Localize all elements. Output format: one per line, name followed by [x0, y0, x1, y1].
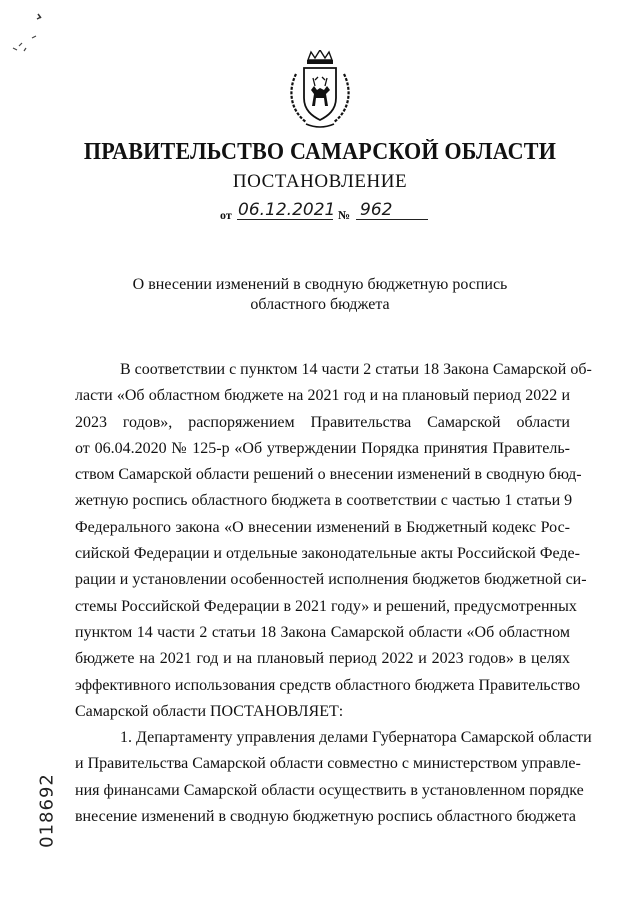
body-line: эффективного использования средств областного бюджета Правительство — [75, 676, 581, 694]
body-line: 2023 годов», распоряжением Правительства Самарской области — [75, 413, 570, 431]
body-line: сийской Федерации и отдельные законодательные акты Российской Феде- — [75, 545, 580, 563]
date-label: от — [220, 208, 232, 222]
scan-mark-icon — [8, 6, 48, 66]
body-line: Федерального закона «О внесении изменений в Бюджетный кодекс Рос- — [75, 518, 570, 536]
body-line: внесение изменений в сводную бюджетную роспись областного бюджета — [75, 808, 576, 826]
government-title: ПРАВИТЕЛЬСТВО САМАРСКОЙ ОБЛАСТИ — [83, 139, 557, 165]
body-line: бюджете на 2021 год и на плановый период 2022 и 2023 годов» в целях — [75, 650, 570, 668]
body-line: ласти «Об областном бюджете на 2021 год и на плановый период 2022 и — [75, 387, 570, 405]
document-body — [75, 357, 592, 830]
document-subject — [120, 275, 520, 315]
body-line: рации и установлении особенностей исполнения бюджетов бюджетной си- — [75, 571, 587, 589]
body-line: пунктом 14 части 2 статьи 18 Закона Самарской области «Об областном — [75, 623, 570, 641]
body-line: от 06.04.2020 № 125-р «Об утверждении Порядка принятия Правитель- — [75, 439, 570, 457]
subject-line: О внесении изменений в сводную бюджетную роспись — [132, 276, 508, 293]
body-line: Самарской области ПОСТАНОВЛЯЕТ: — [75, 702, 344, 720]
body-line: жетную роспись областного бюджета в соответствии с частью 1 статьи 9 — [75, 492, 573, 510]
body-line: стемы Российской Федерации в 2021 году» и решений, предусмотренных — [75, 597, 577, 615]
body-line: В соответствии с пунктом 14 части 2 статьи 18 Закона Самарской об- — [120, 361, 592, 378]
number-value: 962 — [360, 200, 393, 220]
serial-number: 018692 — [36, 773, 58, 848]
body-line: ния финансами Самарской области осуществить в установленном порядке — [75, 781, 584, 799]
body-line: и Правительства Самарской области совместно с министерством управле- — [75, 755, 581, 773]
coat-of-arms-emblem — [284, 50, 356, 130]
document-type: ПОСТАНОВЛЕНИЕ — [232, 171, 408, 192]
subject-line: областного бюджета — [250, 296, 390, 313]
number-label: № — [338, 208, 351, 222]
serial-number-stamp — [26, 770, 66, 860]
date-value: 06.12.2021 — [238, 200, 336, 220]
body-line: ством Самарской области решений о внесении изменений в сводную бюд- — [75, 466, 582, 484]
body-line: 1. Департаменту управления делами Губернатора Самарской области — [120, 729, 592, 747]
date-number-line — [210, 200, 440, 224]
